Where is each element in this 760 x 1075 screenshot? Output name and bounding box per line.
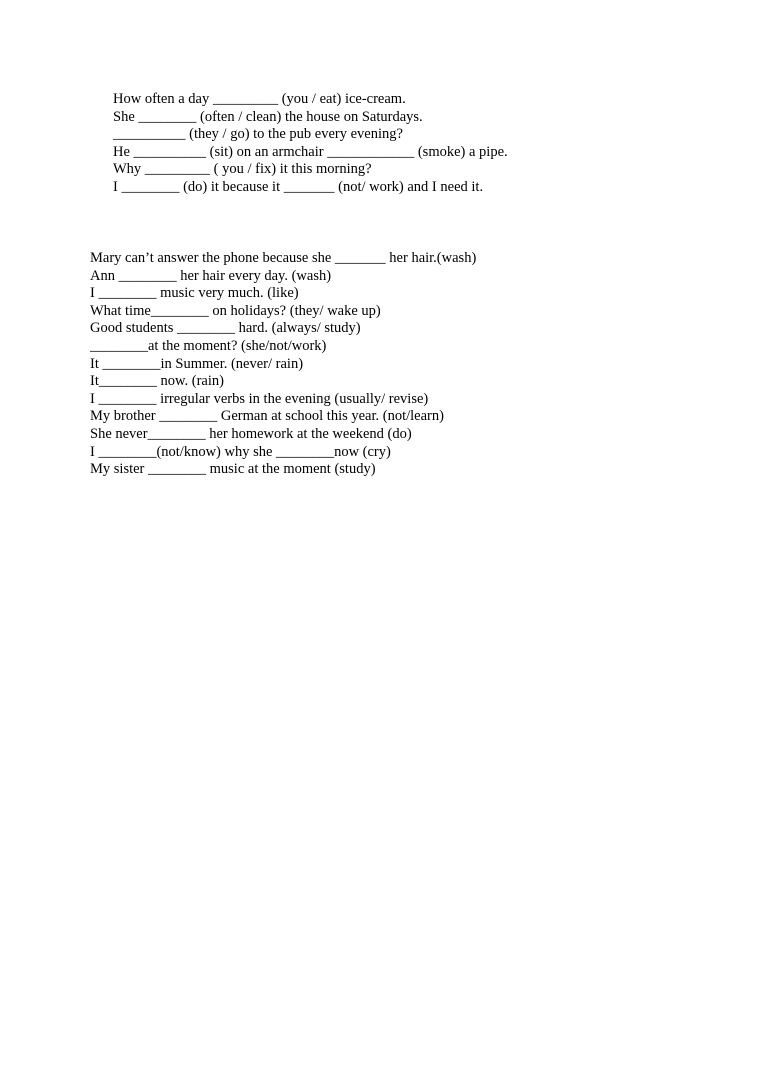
exercise-1-line: How often a day _________ (you / eat) ice-cream. bbox=[113, 91, 406, 107]
exercise-2-line: I ________(not/know) why she ________now (cry) bbox=[90, 443, 391, 460]
exercise-2-line: Good students ________ hard. (always/ study) bbox=[90, 320, 361, 337]
exercise-2 bbox=[90, 250, 476, 479]
exercise-2-line: What time________ on holidays? (they/ wake up) bbox=[90, 302, 381, 319]
exercise-1-line: He __________ (sit) on an armchair ____________ (smoke) a pipe. bbox=[113, 143, 508, 160]
exercise-1-line: She ________ (often / clean) the house on Saturdays. bbox=[113, 108, 423, 125]
exercise-1-line: Why _________ ( you / fix) it this morning? bbox=[113, 161, 372, 178]
exercise-1-line: I ________ (do) it because it _______ (not/ work) and I need it. bbox=[113, 178, 484, 195]
exercise-2-line: It________ now. (rain) bbox=[90, 373, 224, 390]
exercise-2-line: She never________ her homework at the weekend (do) bbox=[90, 425, 412, 442]
exercise-2-line: My sister ________ music at the moment (study) bbox=[90, 461, 376, 478]
exercise-2-line: My brother ________ German at school this year. (not/learn) bbox=[90, 408, 444, 425]
exercise-2-line: It ________in Summer. (never/ rain) bbox=[90, 355, 304, 372]
exercise-2-line: I ________ irregular verbs in the evening (usually/ revise) bbox=[90, 390, 429, 407]
exercise-2-line: I ________ music very much. (like) bbox=[90, 285, 299, 302]
exercise-2-line: Ann ________ her hair every day. (wash) bbox=[90, 267, 332, 284]
exercise-1-line: __________ (they / go) to the pub every evening? bbox=[113, 126, 403, 143]
exercise-1 bbox=[113, 91, 508, 197]
exercise-2-line: Mary can’t answer the phone because she _______ her hair.(wash) bbox=[90, 250, 477, 266]
exercise-2-line: ________at the moment? (she/not/work) bbox=[90, 337, 327, 354]
